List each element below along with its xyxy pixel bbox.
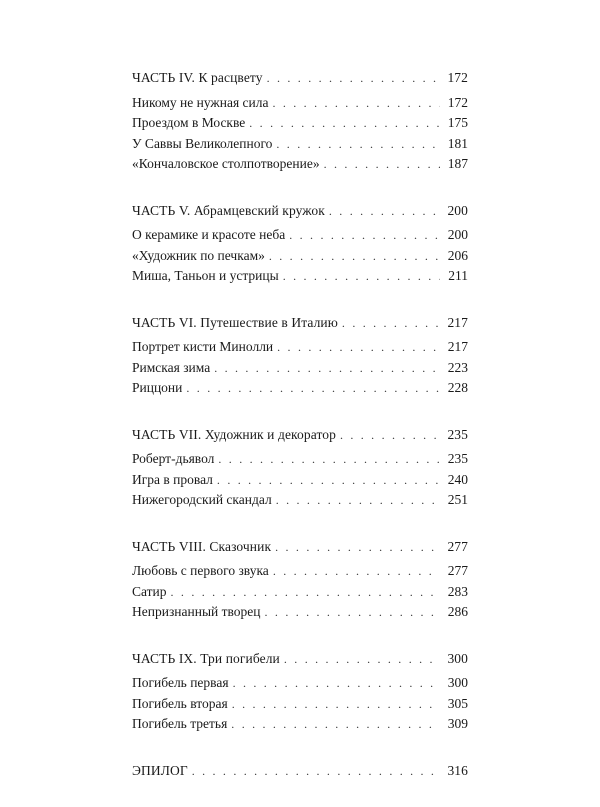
toc-chapter-entry[interactable] xyxy=(132,602,468,623)
toc-chapter-entry[interactable] xyxy=(132,561,468,582)
dot-leader xyxy=(269,246,440,267)
page-number: 200 xyxy=(447,227,468,242)
page-number: 305 xyxy=(447,695,468,711)
toc-part-heading[interactable] xyxy=(132,649,468,670)
dot-leader xyxy=(231,714,440,735)
page-number: 181 xyxy=(447,135,468,151)
chapter-title: Погибель вторая xyxy=(132,695,228,711)
chapter-title: «Художник по печкам» xyxy=(132,247,265,263)
chapter-title: Любовь с первого звука xyxy=(132,563,269,578)
toc-chapter-entry[interactable] xyxy=(132,134,468,155)
dot-leader xyxy=(218,449,440,470)
toc-chapter-entry[interactable] xyxy=(132,246,468,267)
dot-leader xyxy=(186,378,440,399)
page-number: 206 xyxy=(447,247,468,263)
part-title: ЧАСТЬ VIII. Сказочник xyxy=(132,538,272,554)
page-number: 240 xyxy=(447,471,468,487)
part-title: ЧАСТЬ IX. Три погибели xyxy=(132,650,280,666)
chapter-title: Риццони xyxy=(132,380,183,395)
toc-chapter-entry[interactable] xyxy=(132,694,468,715)
toc-part-heading[interactable] xyxy=(132,425,468,446)
part-title: ЧАСТЬ IV. К расцвету xyxy=(132,70,263,85)
toc-chapter-entry[interactable] xyxy=(132,266,468,287)
toc-chapter-entry[interactable] xyxy=(132,93,468,114)
page-number: 172 xyxy=(447,70,468,85)
toc-part-heading[interactable] xyxy=(132,537,468,558)
dot-leader xyxy=(214,358,440,379)
dot-leader xyxy=(342,313,440,334)
page-number: 277 xyxy=(447,563,468,578)
page-number: 172 xyxy=(447,94,468,110)
dot-leader xyxy=(265,602,440,623)
page-number: 286 xyxy=(447,604,468,619)
page-number: 309 xyxy=(447,716,468,731)
part-title: ЧАСТЬ VII. Художник и декоратор xyxy=(132,426,336,442)
page-number: 217 xyxy=(447,339,468,354)
toc-part-heading[interactable] xyxy=(132,313,468,334)
page-number: 277 xyxy=(447,538,468,554)
dot-leader xyxy=(217,470,440,491)
toc-chapter-entry[interactable] xyxy=(132,470,468,491)
page-number: 316 xyxy=(447,762,468,778)
dot-leader xyxy=(289,225,440,246)
toc-chapter-entry[interactable] xyxy=(132,714,468,735)
page-number: 283 xyxy=(447,583,468,599)
toc-chapter-entry[interactable] xyxy=(132,337,468,358)
dot-leader xyxy=(340,425,440,446)
toc-chapter-entry[interactable] xyxy=(132,358,468,379)
page-number: 211 xyxy=(448,268,468,283)
chapter-title: Нижегородский скандал xyxy=(132,492,272,507)
page-number: 223 xyxy=(447,359,468,375)
dot-leader xyxy=(329,201,440,222)
dot-leader xyxy=(171,582,440,603)
chapter-title: Проездом в Москве xyxy=(132,115,246,130)
toc-chapter-entry[interactable] xyxy=(132,378,468,399)
toc-section-part-v xyxy=(132,201,468,287)
dot-leader xyxy=(283,266,440,287)
part-title: ЧАСТЬ V. Абрамцевский кружок xyxy=(132,202,325,218)
toc-section-part-ix xyxy=(132,649,468,735)
toc-section-part-iv xyxy=(132,68,468,175)
dot-leader xyxy=(324,154,440,175)
chapter-title: Погибель первая xyxy=(132,675,229,690)
dot-leader xyxy=(273,561,440,582)
dot-leader xyxy=(233,673,440,694)
toc-chapter-entry[interactable] xyxy=(132,582,468,603)
chapter-title: Миша, Таньон и устрицы xyxy=(132,268,279,283)
page-number: 300 xyxy=(447,650,468,666)
dot-leader xyxy=(232,694,440,715)
chapter-title: Никому не нужная сила xyxy=(132,94,269,110)
toc-chapter-entry[interactable] xyxy=(132,449,468,470)
page-number: 200 xyxy=(447,202,468,218)
toc-chapter-entry[interactable] xyxy=(132,113,468,134)
page-number: 235 xyxy=(447,451,468,466)
toc-section-epilogue xyxy=(132,761,468,782)
dot-leader xyxy=(267,68,440,89)
toc-chapter-entry[interactable] xyxy=(132,154,468,175)
toc-section-part-vii xyxy=(132,425,468,511)
dot-leader xyxy=(192,761,440,782)
toc-part-heading[interactable] xyxy=(132,761,468,782)
chapter-title: Сатир xyxy=(132,583,167,599)
toc-part-heading[interactable] xyxy=(132,68,468,89)
dot-leader xyxy=(284,649,440,670)
page-number: 228 xyxy=(447,380,468,395)
page-number: 175 xyxy=(447,115,468,130)
page-number: 235 xyxy=(447,426,468,442)
dot-leader xyxy=(276,134,440,155)
dot-leader xyxy=(249,113,440,134)
toc-section-part-vi xyxy=(132,313,468,399)
dot-leader xyxy=(272,93,440,114)
toc-chapter-entry[interactable] xyxy=(132,673,468,694)
chapter-title: Портрет кисти Минолли xyxy=(132,339,274,354)
toc-section-part-viii xyxy=(132,537,468,623)
chapter-title: «Кончаловское столпотворение» xyxy=(132,156,320,171)
dot-leader xyxy=(277,337,440,358)
chapter-title: Роберт-дьявол xyxy=(132,451,215,466)
page-number: 251 xyxy=(447,492,468,507)
page-number: 217 xyxy=(447,314,468,330)
chapter-title: О керамике и красоте неба xyxy=(132,227,286,242)
part-title: ЭПИЛОГ xyxy=(132,762,188,778)
toc-chapter-entry[interactable] xyxy=(132,490,468,511)
dot-leader xyxy=(275,537,440,558)
table-of-contents xyxy=(132,68,468,807)
toc-part-heading[interactable] xyxy=(132,201,468,222)
page-number: 187 xyxy=(447,156,468,171)
part-title: ЧАСТЬ VI. Путешествие в Италию xyxy=(132,314,338,330)
toc-chapter-entry[interactable] xyxy=(132,225,468,246)
chapter-title: Римская зима xyxy=(132,359,211,375)
chapter-title: Игра в провал xyxy=(132,471,213,487)
chapter-title: Погибель третья xyxy=(132,716,228,731)
page-number: 300 xyxy=(447,675,468,690)
dot-leader xyxy=(276,490,440,511)
chapter-title: У Саввы Великолепного xyxy=(132,135,273,151)
chapter-title: Непризнанный творец xyxy=(132,604,261,619)
